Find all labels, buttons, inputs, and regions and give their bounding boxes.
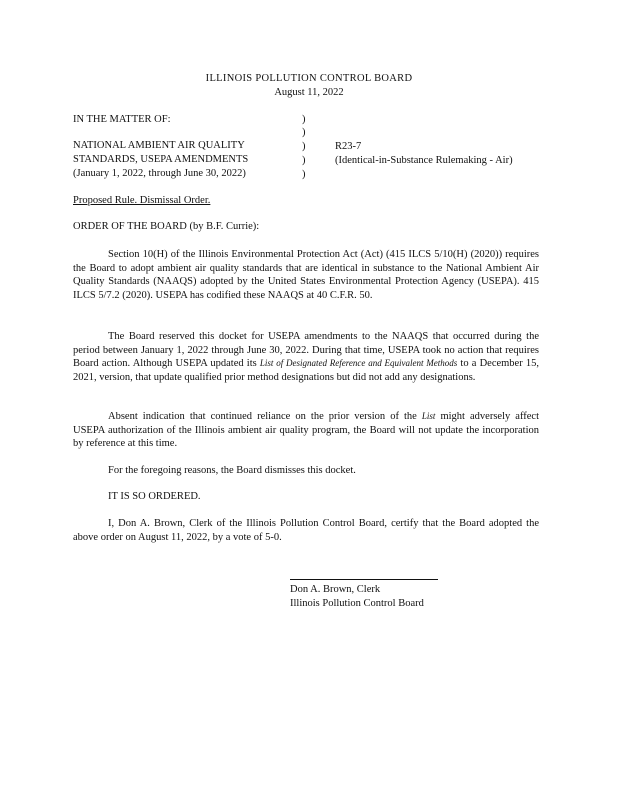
caption-title-line1: NATIONAL AMBIENT AIR QUALITY: [73, 140, 245, 151]
list-short-title: List: [421, 411, 436, 421]
docket-type: (Identical-in-Substance Rulemaking - Air): [335, 155, 513, 166]
paragraph-4: For the foregoing reasons, the Board dismisses this docket.: [108, 465, 356, 476]
paragraph-6: I, Don A. Brown, Clerk of the Illinois Pollution Control Board, certify that the Board adopted the above order on August 11, 2022, by a vote of 5-0.: [73, 518, 539, 543]
caption-paren: ): [302, 141, 306, 152]
docket-number: R23-7: [335, 141, 362, 152]
paragraph-2-text-a: The Board reserved this docket for USEPA amendments to the NAAQS that occurred during the period between January 1, 2022 through June 30, 2022. During that time, USEPA took no action that requires Board action. Although USEPA updated its: [73, 331, 539, 370]
paragraph-3-text-a: Absent indication that continued reliance on the prior version of the: [108, 411, 422, 422]
caption-title-line2: STANDARDS, USEPA AMENDMENTS: [73, 154, 249, 165]
signature-line: [290, 579, 438, 580]
caption-paren: ): [302, 169, 306, 180]
order-date: August 11, 2022: [274, 87, 344, 98]
subject-line: Proposed Rule. Dismissal Order.: [73, 195, 211, 206]
caption-paren: ): [302, 127, 306, 138]
caption-paren: ): [302, 155, 306, 166]
caption-paren: ): [302, 114, 306, 125]
signature-org: Illinois Pollution Control Board: [290, 598, 424, 609]
signature-name: Don A. Brown, Clerk: [290, 584, 381, 595]
paragraph-2: [73, 330, 539, 384]
paragraph-2-text-b: to a December 15, 2021, version, that update qualified prior method designations but did not add any designations.: [73, 358, 539, 383]
caption-title-line3: (January 1, 2022, through June 30, 2022): [73, 168, 246, 179]
paragraph-5: IT IS SO ORDERED.: [108, 491, 201, 502]
paragraph-3: [73, 410, 539, 451]
paragraph-1: Section 10(H) of the Illinois Environmental Protection Act (Act) (415 ILCS 5/10(H) (2020)) requires the Board to adopt ambient air quality standards that are identical in substance to the National Ambient Air Quality Standards (NAAQS) adopted by the United States Environmental Protection Agency (USEPA). 415 ILCS 5/7.2 (2020). USEPA has codified these NAAQS at 40 C.F.R. 50.: [73, 249, 539, 301]
matter-heading: IN THE MATTER OF:: [73, 114, 171, 125]
agency-title: ILLINOIS POLLUTION CONTROL BOARD: [205, 73, 413, 84]
paragraph-3-text-b: might adversely affect USEPA authorization of the Illinois ambient air quality program, the Board will not update the incorporation by reference at this time.: [73, 411, 539, 450]
list-title: List of Designated Reference and Equivalent Methods: [259, 358, 458, 369]
order-by: ORDER OF THE BOARD (by B.F. Currie):: [73, 221, 260, 232]
